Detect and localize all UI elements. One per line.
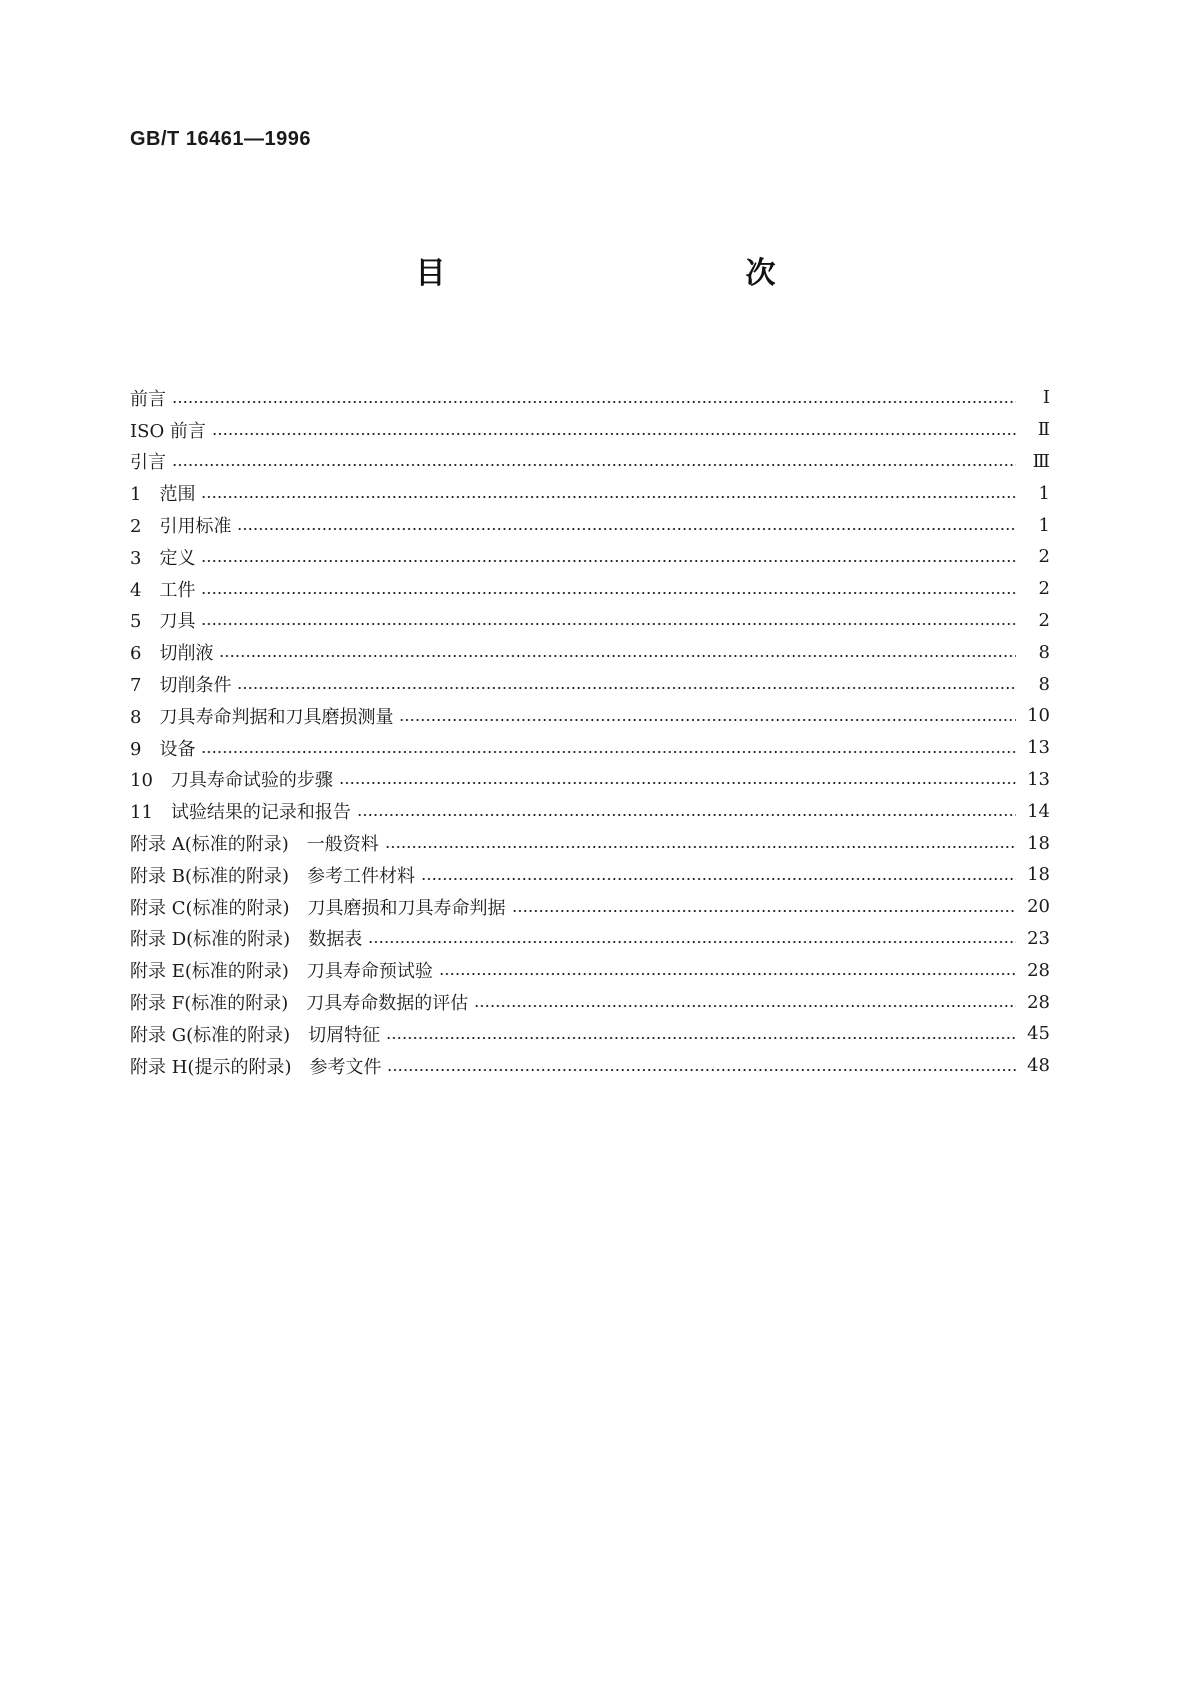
dot-leader bbox=[172, 464, 1016, 466]
toc-entry-label: 10 刀具寿命试验的步骤 bbox=[130, 770, 333, 792]
toc-entry-section-7[interactable] bbox=[130, 668, 1050, 700]
toc-entry-page: 28 bbox=[1027, 991, 1050, 1013]
toc-entry-appendix-f[interactable] bbox=[130, 986, 1050, 1018]
dot-leader bbox=[421, 878, 1016, 880]
toc-entry-label: 引言 bbox=[130, 452, 166, 474]
dot-leader bbox=[201, 623, 1016, 625]
dot-leader bbox=[399, 719, 1016, 721]
toc-entry-label: 2 引用标准 bbox=[130, 516, 232, 538]
toc-entry-label: 附录 C(标准的附录) 刀具磨损和刀具寿命判据 bbox=[130, 897, 506, 919]
toc-entry-label: 附录 G(标准的附录) 切屑特征 bbox=[130, 1024, 381, 1046]
dot-leader bbox=[474, 1005, 1016, 1007]
toc-entry-page: 45 bbox=[1027, 1023, 1050, 1045]
toc-entry-appendix-a[interactable] bbox=[130, 827, 1050, 859]
toc-entry-section-4[interactable] bbox=[130, 573, 1050, 605]
toc-entry-appendix-d[interactable] bbox=[130, 923, 1050, 955]
toc-entry-page: 1 bbox=[1038, 482, 1050, 504]
dot-leader bbox=[512, 910, 1016, 912]
toc-entry-section-11[interactable] bbox=[130, 795, 1050, 827]
toc-entry-page: 48 bbox=[1027, 1055, 1050, 1077]
dot-leader bbox=[368, 941, 1016, 943]
toc-entry-page: 2 bbox=[1038, 546, 1050, 568]
toc-entry-label: 11 试验结果的记录和报告 bbox=[130, 802, 351, 824]
toc-entry-section-10[interactable] bbox=[130, 764, 1050, 796]
toc-entry-label: 9 设备 bbox=[130, 738, 196, 760]
toc-entry-section-6[interactable] bbox=[130, 636, 1050, 668]
toc-entry-section-1[interactable] bbox=[130, 477, 1050, 509]
dot-leader bbox=[387, 1069, 1016, 1071]
toc-entry-label: 5 刀具 bbox=[130, 611, 196, 633]
table-of-contents bbox=[130, 382, 1050, 1082]
toc-entry-page: 18 bbox=[1027, 832, 1050, 854]
toc-entry-page: 2 bbox=[1038, 609, 1050, 631]
toc-entry-label: ISO 前言 bbox=[130, 420, 206, 442]
toc-entry-label: 7 切削条件 bbox=[130, 675, 232, 697]
dot-leader bbox=[212, 433, 1016, 435]
toc-entry-label: 附录 E(标准的附录) 刀具寿命预试验 bbox=[130, 961, 433, 983]
standard-number: GB/T 16461—1996 bbox=[130, 128, 311, 150]
toc-entry-page: Ⅲ bbox=[1032, 450, 1050, 472]
dot-leader bbox=[386, 1037, 1016, 1039]
toc-entry-section-3[interactable] bbox=[130, 541, 1050, 573]
toc-entry-appendix-b[interactable] bbox=[130, 859, 1050, 891]
toc-entry-label: 6 切削液 bbox=[130, 643, 214, 665]
dot-leader bbox=[201, 751, 1016, 753]
toc-entry-label: 前言 bbox=[130, 388, 166, 410]
toc-entry-page: 28 bbox=[1027, 959, 1050, 981]
toc-entry-label: 附录 D(标准的附录) 数据表 bbox=[130, 929, 363, 951]
dot-leader bbox=[357, 814, 1016, 816]
toc-entry-label: 4 工件 bbox=[130, 579, 196, 601]
toc-entry-section-2[interactable] bbox=[130, 509, 1050, 541]
toc-entry-label: 附录 A(标准的附录) 一般资料 bbox=[130, 834, 379, 856]
toc-entry-page: Ⅱ bbox=[1037, 419, 1050, 441]
toc-entry-page: 13 bbox=[1027, 737, 1050, 759]
toc-entry-appendix-e[interactable] bbox=[130, 954, 1050, 986]
toc-entry-page: 20 bbox=[1027, 896, 1050, 918]
dot-leader bbox=[339, 782, 1016, 784]
toc-entry-section-8[interactable] bbox=[130, 700, 1050, 732]
toc-entry-page: 23 bbox=[1027, 927, 1050, 949]
toc-entry-page: 1 bbox=[1038, 514, 1050, 536]
dot-leader bbox=[385, 846, 1016, 848]
toc-entry-iso-foreword[interactable] bbox=[130, 414, 1050, 446]
dot-leader bbox=[201, 496, 1016, 498]
dot-leader bbox=[237, 528, 1016, 530]
toc-entry-section-5[interactable] bbox=[130, 605, 1050, 637]
page-title: 目 次 bbox=[415, 256, 856, 291]
toc-entry-page: 13 bbox=[1027, 768, 1050, 790]
dot-leader bbox=[219, 655, 1016, 657]
toc-entry-label: 1 范围 bbox=[130, 484, 196, 506]
dot-leader bbox=[237, 687, 1016, 689]
toc-entry-label: 附录 F(标准的附录) 刀具寿命数据的评估 bbox=[130, 993, 469, 1015]
toc-entry-appendix-h[interactable] bbox=[130, 1050, 1050, 1082]
dot-leader bbox=[172, 401, 1016, 403]
toc-entry-introduction[interactable] bbox=[130, 446, 1050, 478]
toc-entry-label: 附录 H(提示的附录) 参考文件 bbox=[130, 1056, 382, 1078]
toc-entry-label: 附录 B(标准的附录) 参考工件材料 bbox=[130, 865, 415, 887]
toc-entry-page: 8 bbox=[1038, 641, 1050, 663]
toc-entry-foreword[interactable] bbox=[130, 382, 1050, 414]
toc-entry-page: 18 bbox=[1027, 864, 1050, 886]
toc-entry-page: 14 bbox=[1027, 800, 1050, 822]
dot-leader bbox=[439, 973, 1016, 975]
toc-entry-page: I bbox=[1042, 387, 1050, 409]
toc-entry-appendix-c[interactable] bbox=[130, 891, 1050, 923]
toc-entry-label: 8 刀具寿命判据和刀具磨损测量 bbox=[130, 706, 394, 728]
toc-entry-appendix-g[interactable] bbox=[130, 1018, 1050, 1050]
toc-entry-page: 10 bbox=[1027, 705, 1050, 727]
toc-entry-label: 3 定义 bbox=[130, 547, 196, 569]
toc-entry-section-9[interactable] bbox=[130, 732, 1050, 764]
toc-entry-page: 2 bbox=[1038, 578, 1050, 600]
dot-leader bbox=[201, 560, 1016, 562]
toc-entry-page: 8 bbox=[1038, 673, 1050, 695]
dot-leader bbox=[201, 592, 1016, 594]
